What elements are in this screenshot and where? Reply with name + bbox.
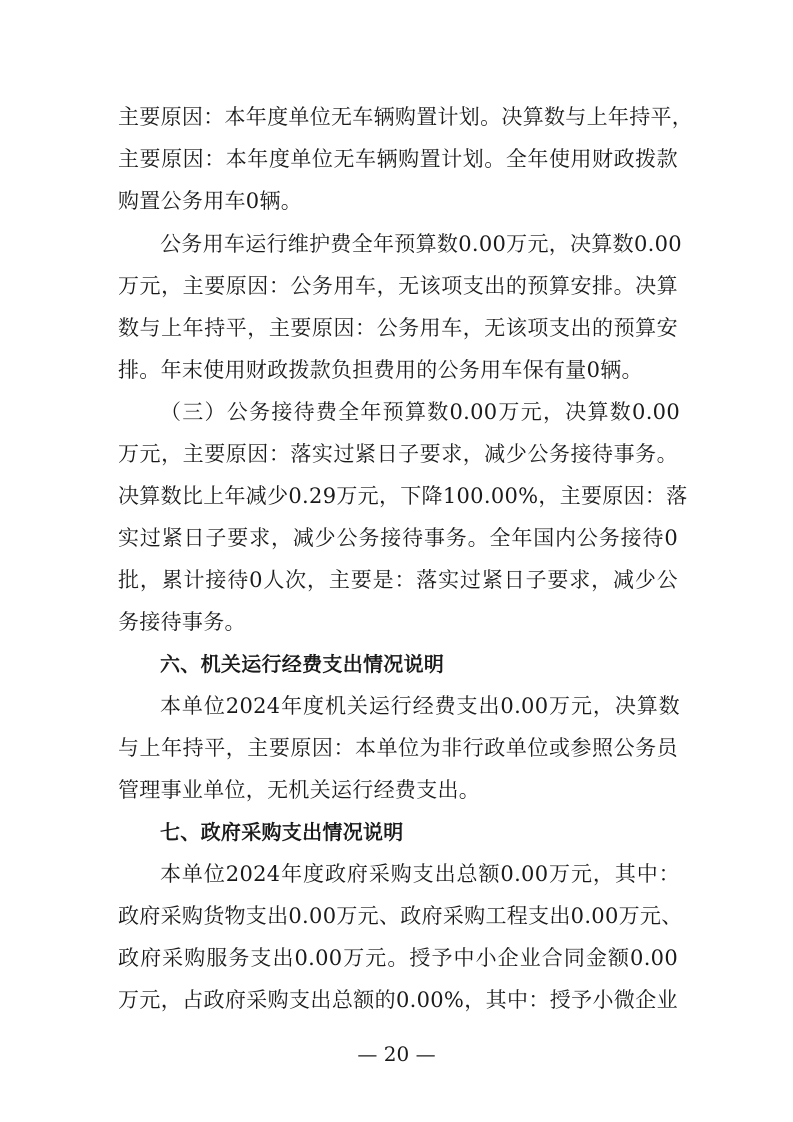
section-heading-7: 七、政府采购支出情况说明 bbox=[160, 820, 404, 844]
paragraph-line: 公务用车运行维护费全年预算数0.00万元，决算数0.00 bbox=[160, 232, 682, 256]
section-heading-6: 六、机关运行经费支出情况说明 bbox=[160, 652, 445, 676]
paragraph-line: 与上年持平，主要原因：本单位为非行政单位或参照公务员 bbox=[118, 736, 678, 760]
paragraph-line: 管理事业单位，无机关运行经费支出。 bbox=[118, 778, 481, 802]
paragraph-line: 万元，主要原因：公务用车，无该项支出的预算安排。决算 bbox=[118, 274, 678, 298]
paragraph-line: 主要原因：本年度单位无车辆购置计划。全年使用财政拨款 bbox=[118, 147, 678, 171]
paragraph-line: 政府采购服务支出0.00万元。授予中小企业合同金额0.00 bbox=[118, 946, 678, 970]
paragraph-line: 本单位2024年度政府采购支出总额0.00万元，其中： bbox=[160, 862, 680, 886]
paragraph-line: 政府采购货物支出0.00万元、政府采购工程支出0.00万元、 bbox=[118, 904, 683, 928]
paragraph-line: 主要原因：本年度单位无车辆购置计划。决算数与上年持平， bbox=[118, 105, 694, 129]
paragraph-line: 数与上年持平，主要原因：公务用车，无该项支出的预算安 bbox=[118, 316, 678, 340]
paragraph-line: 批，累计接待0人次，主要是：落实过紧日子要求，减少公 bbox=[118, 568, 678, 592]
paragraph-line: （三）公务接待费全年预算数0.00万元，决算数0.00 bbox=[160, 400, 680, 424]
paragraph-line: 万元，主要原因：落实过紧日子要求，减少公务接待事务。 bbox=[118, 442, 678, 466]
paragraph-line: 务接待事务。 bbox=[118, 610, 246, 634]
paragraph-line: 排。年末使用财政拨款负担费用的公务用车保有量0辆。 bbox=[118, 358, 643, 382]
paragraph-line: 本单位2024年度机关运行经费支出0.00万元，决算数 bbox=[160, 694, 680, 718]
paragraph-line: 实过紧日子要求，减少公务接待事务。全年国内公务接待0 bbox=[118, 526, 678, 550]
page-number: — 20 — bbox=[357, 1042, 436, 1066]
paragraph-line: 决算数比上年减少0.29万元，下降100.00%，主要原因：落 bbox=[118, 484, 688, 508]
paragraph-line: 购置公务用车0辆。 bbox=[118, 189, 303, 213]
paragraph-line: 万元，占政府采购支出总额的0.00%，其中：授予小微企业 bbox=[118, 988, 678, 1012]
